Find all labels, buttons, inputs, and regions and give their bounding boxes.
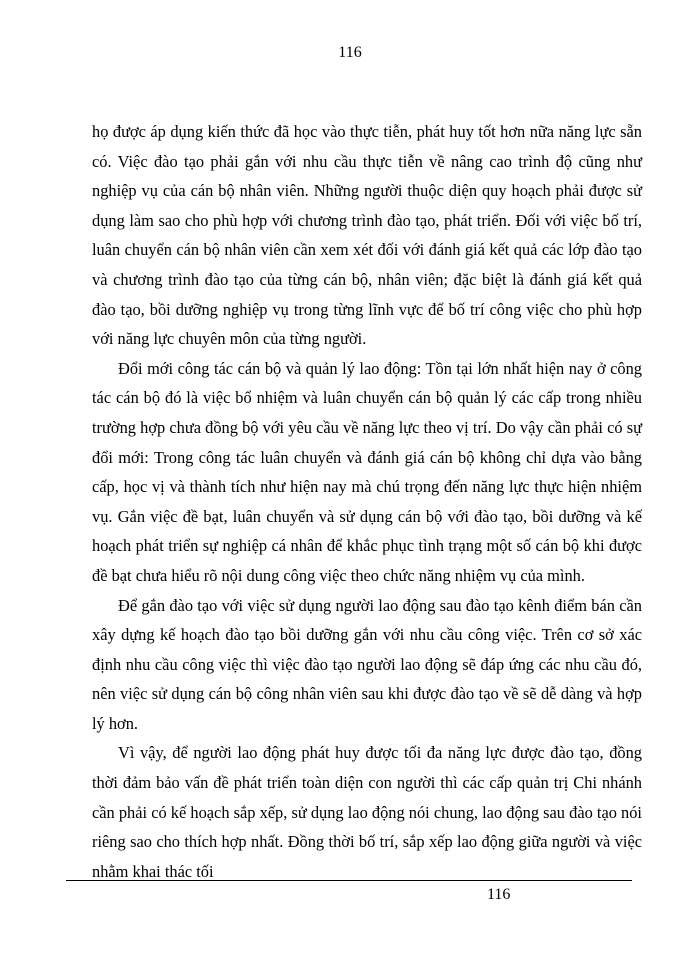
body-text [92,117,642,886]
paragraph-3: Để gắn đào tạo với việc sử dụng người lao động sau đào tạo kênh điểm bán cần xây dựng kế hoạch đào tạo bồi dưỡng gắn với nhu cầu công việc. Trên cơ sở xác định nhu cầu công việc thì việc đào tạo người lao động sẽ đáp ứng các nhu cầu đó, nên việc sử dụng cán bộ công nhân viên sau khi được đào tạo về sẽ dễ dàng và hợp lý hơn. [92,595,642,733]
paragraph-2: Đổi mới công tác cán bộ và quản lý lao động: Tồn tại lớn nhất hiện nay ở công tác cán bộ đó là việc bổ nhiệm và luân chuyển cán bộ quản lý các cấp trong nhiều trường hợp chưa đồng bộ với yêu cầu về năng lực theo vị trí. Do vậy cần phải có sự đổi mới: Trong công tác luân chuyển và đánh giá cán bộ không chỉ dựa vào bằng cấp, học vị và thành tích như hiện nay mà chú trọng đến năng lực thực hiện nhiệm vụ. Gắn việc đề bạt, luân chuyển và sử dụng cán bộ với đào tạo, bồi dưỡng và kế hoạch phát triển sự nghiệp cá nhân để khắc phục tình trạng một số cán bộ khi được đề bạt chưa hiểu rõ nội dung công việc theo chức năng nhiệm vụ của mình. [92,358,642,585]
paragraph-4: Vì vậy, để người lao động phát huy được tối đa năng lực được đào tạo, đồng thời đảm bảo vấn đề phát triển toàn diện con người thì các cấp quản trị Chi nhánh cần phải có kế hoạch sắp xếp, sử dụng lao động nói chung, lao động sau đào tạo nói riêng sao cho thích hợp nhất. Đồng thời bố trí, sắp xếp lao động giữa người và việc nhằm khai thác tối [92,743,642,881]
footer-divider [66,880,632,881]
page-number-top: 116 [338,44,362,61]
paragraph-1: họ được áp dụng kiến thức đã học vào thực tiễn, phát huy tốt hơn nữa năng lực sẵn có. Việc đào tạo phải gắn với nhu cầu thực tiễn về nâng cao trình độ cũng như nghiệp vụ của cán bộ nhân viên. Những người thuộc diện quy hoạch phải được sử dụng làm sao cho phù hợp với chương trình đào tạo, phát triển. Đối với việc bố trí, luân chuyển cán bộ nhân viên cần xem xét đối với đánh giá kết quả các lớp đào tạo và chương trình đào tạo của từng cán bộ, nhân viên; đặc biệt là đánh giá kết quả đào tạo, bồi dưỡng nghiệp vụ trong từng lĩnh vực để bố trí công việc cho phù hợp với năng lực chuyên môn của từng người. [92,122,642,349]
page-number-bottom: 116 [487,886,511,903]
